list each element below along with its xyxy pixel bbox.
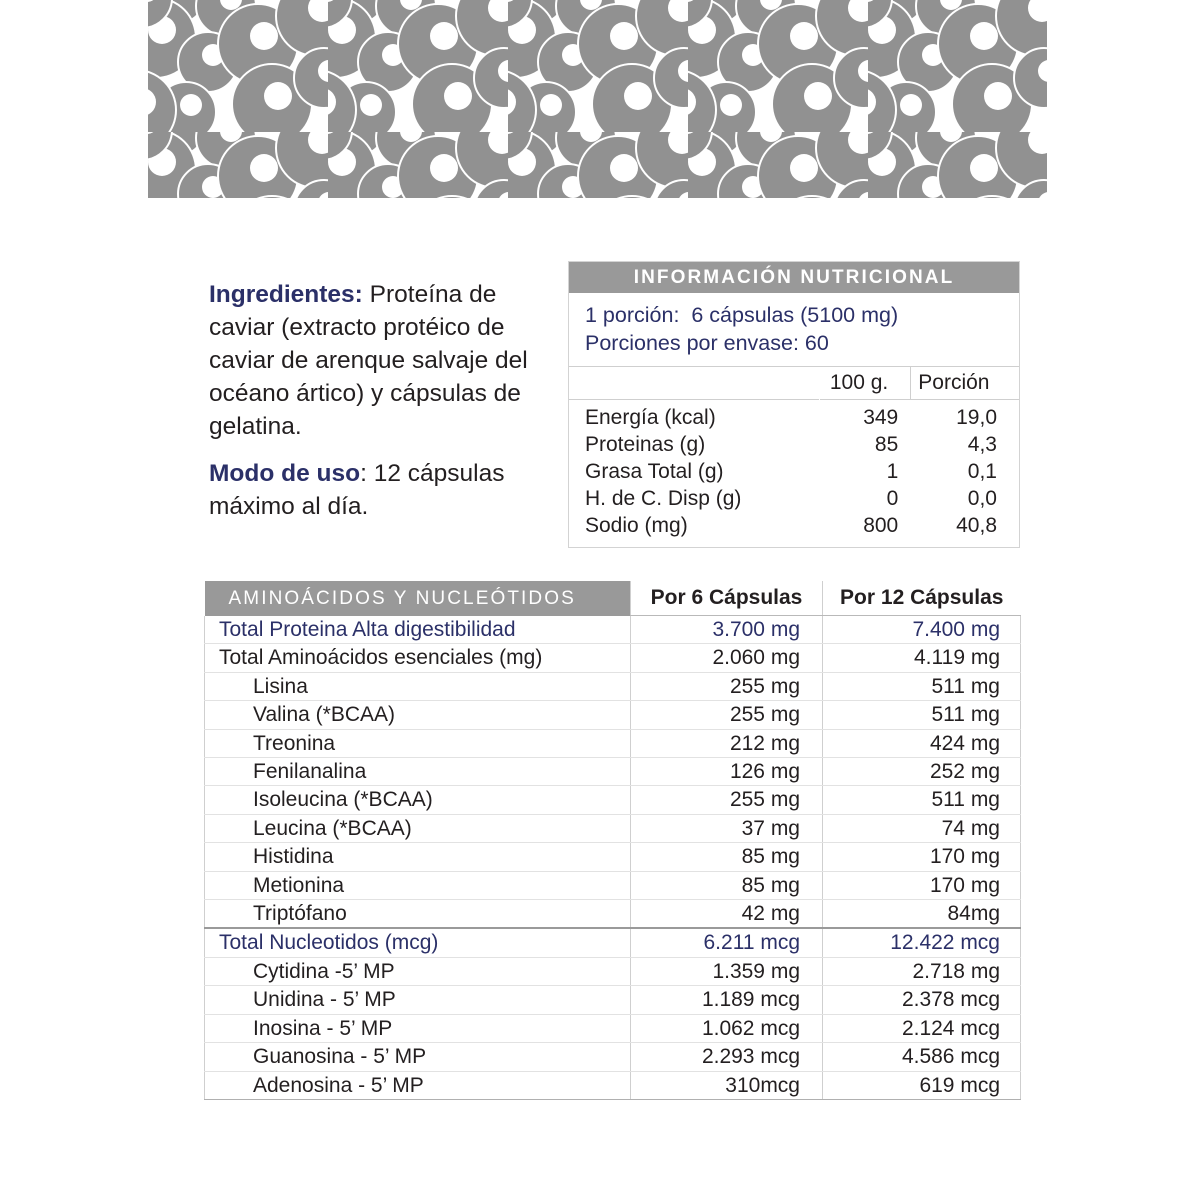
caviar-egg-pattern-svg (148, 0, 1047, 198)
amino-row-per-6: 85 mg (631, 871, 823, 899)
table-row (205, 1014, 1021, 1042)
amino-row-per-12: 2.124 mcg (823, 1014, 1021, 1042)
amino-row-per-6: 255 mg (631, 701, 823, 729)
table-row (205, 1043, 1021, 1071)
amino-header-row (205, 581, 1021, 616)
table-row (205, 786, 1021, 814)
nutrition-col-portion: Porción (918, 371, 990, 394)
amino-row-per-12: 4.586 mcg (823, 1043, 1021, 1071)
amino-row-per-12: 2.718 mg (823, 957, 1021, 985)
amino-row-per-12: 12.422 mcg (823, 928, 1021, 957)
table-row (569, 458, 1019, 485)
nutrition-row-portion: 4,3 (967, 433, 997, 456)
amino-row-per-6: 6.211 mcg (631, 928, 823, 957)
nutrition-row-label: Grasa Total (g) (585, 460, 724, 483)
servings-per-container: Porciones por envase: 60 (585, 331, 829, 355)
amino-row-label: Triptófano (205, 900, 631, 929)
table-row (205, 644, 1021, 672)
amino-row-per-6: 2.060 mg (631, 644, 823, 672)
amino-row-label: Total Proteina Alta digestibilidad (205, 616, 631, 644)
nutrition-row-portion: 40,8 (956, 514, 997, 537)
amino-col-6-capsules: Por 6 Cápsulas (631, 581, 823, 616)
amino-row-label: Cytidina -5’ MP (205, 957, 631, 985)
table-row (569, 485, 1019, 512)
amino-row-label: Lisina (205, 672, 631, 700)
nutrition-facts-table (569, 367, 1019, 547)
amino-row-label: Histidina (205, 843, 631, 871)
amino-acids-table (204, 581, 1021, 1100)
amino-row-per-6: 85 mg (631, 843, 823, 871)
amino-row-per-12: 511 mg (823, 701, 1021, 729)
nutrition-row-100g: 1 (886, 460, 899, 483)
amino-row-per-12: 424 mg (823, 729, 1021, 757)
nutrition-row-100g: 800 (863, 514, 899, 537)
table-row (569, 431, 1019, 458)
amino-row-per-6: 310mcg (631, 1071, 823, 1099)
amino-row-label: Total Nucleotidos (mcg) (205, 928, 631, 957)
amino-row-per-6: 1.062 mcg (631, 1014, 823, 1042)
amino-row-per-12: 74 mg (823, 814, 1021, 842)
amino-acids-panel (204, 581, 1020, 1100)
nutrition-row-label: Proteinas (g) (585, 433, 706, 456)
amino-row-per-6: 1.189 mcg (631, 986, 823, 1014)
amino-row-per-12: 7.400 mg (823, 616, 1021, 644)
amino-row-label: Adenosina - 5’ MP (205, 1071, 631, 1099)
amino-row-per-12: 511 mg (823, 786, 1021, 814)
nutrition-col-100g: 100 g. (820, 367, 910, 400)
amino-col-12-capsules: Por 12 Cápsulas (823, 581, 1021, 616)
amino-row-label: Total Aminoácidos esenciales (mg) (205, 644, 631, 672)
nutrition-table-head (569, 367, 1019, 400)
nutrition-row-100g: 85 (874, 433, 899, 456)
amino-row-label: Treonina (205, 729, 631, 757)
amino-row-per-6: 255 mg (631, 672, 823, 700)
nutrition-col-blank (569, 367, 820, 400)
amino-row-label: Valina (*BCAA) (205, 701, 631, 729)
amino-row-per-6: 37 mg (631, 814, 823, 842)
table-row (205, 843, 1021, 871)
table-row (205, 729, 1021, 757)
amino-row-per-12: 2.378 mcg (823, 986, 1021, 1014)
usage-text: : 12 cápsulas máximo al día. (209, 460, 505, 520)
amino-row-per-6: 3.700 mg (631, 616, 823, 644)
usage-paragraph (209, 457, 561, 523)
nutrition-facts-panel (568, 261, 1020, 548)
table-row (205, 616, 1021, 644)
table-row (205, 701, 1021, 729)
amino-row-per-6: 42 mg (631, 900, 823, 929)
product-info-text (209, 278, 561, 523)
nutrition-row-label: H. de C. Disp (g) (585, 487, 742, 510)
amino-row-label: Metionina (205, 871, 631, 899)
nutrition-row-portion: 0,0 (967, 487, 997, 510)
amino-row-label: Unidina - 5’ MP (205, 986, 631, 1014)
nutrition-row-100g: 349 (863, 406, 899, 429)
amino-table-body (205, 616, 1021, 1100)
amino-table-head (205, 581, 1021, 616)
amino-row-per-6: 255 mg (631, 786, 823, 814)
amino-row-per-12: 4.119 mg (823, 644, 1021, 672)
amino-row-per-12: 170 mg (823, 843, 1021, 871)
table-row (205, 900, 1021, 929)
serving-size: 1 porción: 6 cápsulas (5100 mg) (585, 303, 899, 327)
table-row (569, 512, 1019, 547)
table-row (205, 871, 1021, 899)
amino-row-per-12: 511 mg (823, 672, 1021, 700)
amino-row-label: Isoleucina (*BCAA) (205, 786, 631, 814)
amino-table-title: AMINOÁCIDOS Y NUCLEÓTIDOS (205, 581, 631, 616)
nutrition-row-portion: 19,0 (956, 406, 997, 429)
nutrition-table-body (569, 400, 1019, 548)
amino-row-per-12: 84mg (823, 900, 1021, 929)
nutrition-row-portion: 0,1 (967, 460, 997, 483)
amino-row-per-6: 2.293 mcg (631, 1043, 823, 1071)
ingredients-label: Ingredientes: (209, 281, 363, 308)
amino-row-per-12: 252 mg (823, 758, 1021, 786)
nutrition-row-label: Sodio (mg) (585, 514, 688, 537)
nutrition-header-row (569, 367, 1019, 400)
amino-row-label: Inosina - 5’ MP (205, 1014, 631, 1042)
nutrition-row-label: Energía (kcal) (585, 406, 716, 429)
table-row (205, 758, 1021, 786)
amino-row-per-6: 1.359 mg (631, 957, 823, 985)
serving-info-block (569, 293, 1019, 367)
caviar-egg-pattern (148, 0, 1047, 198)
amino-row-label: Fenilanalina (205, 758, 631, 786)
nutrition-facts-title: INFORMACIÓN NUTRICIONAL (569, 262, 1019, 293)
table-row (205, 986, 1021, 1014)
amino-row-per-12: 619 mcg (823, 1071, 1021, 1099)
table-row (205, 1071, 1021, 1099)
usage-label: Modo de uso (209, 460, 361, 487)
table-row (205, 814, 1021, 842)
table-row (205, 928, 1021, 957)
table-row (569, 400, 1019, 432)
ingredients-paragraph (209, 278, 561, 443)
amino-row-per-12: 170 mg (823, 871, 1021, 899)
table-row (205, 957, 1021, 985)
amino-row-label: Guanosina - 5’ MP (205, 1043, 631, 1071)
amino-row-per-6: 126 mg (631, 758, 823, 786)
ingredients-text: Proteína de caviar (extracto protéico de caviar de arenque salvaje del océano ártico) y cápsulas de gelatina. (209, 281, 528, 440)
nutrition-row-100g: 0 (886, 487, 899, 510)
amino-row-label: Leucina (*BCAA) (205, 814, 631, 842)
amino-row-per-6: 212 mg (631, 729, 823, 757)
table-row (205, 672, 1021, 700)
